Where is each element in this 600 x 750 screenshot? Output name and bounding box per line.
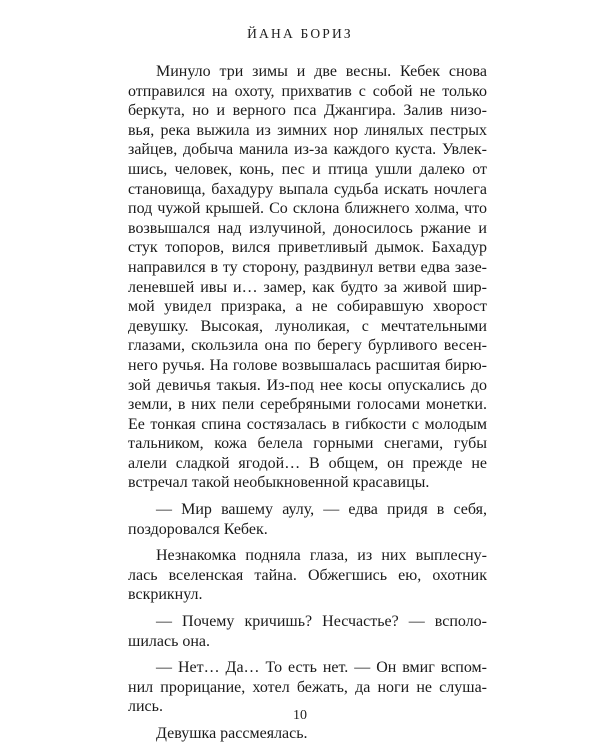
text-line: девушку. Высокая, луноликая, с мечтательными xyxy=(128,317,487,335)
text-line: вья, река выжила из зимних нор линялых пестрых xyxy=(128,121,487,139)
paragraph xyxy=(128,500,487,539)
text-line: лись. xyxy=(128,698,163,716)
text-line: вскрикнул. xyxy=(128,586,203,604)
paragraph xyxy=(128,724,487,744)
text-line: зайцев, добыча манила из-за каждого куста. Увлек- xyxy=(128,141,487,159)
text-block xyxy=(128,62,487,744)
paragraph xyxy=(128,612,487,651)
text-line: — Мир вашему аулу, — едва придя в себя, xyxy=(156,501,487,519)
text-line: нил прорицание, хотел бежать, да ноги не слуша- xyxy=(128,678,487,696)
text-line: — Нет… Да… То есть нет. — Он вмиг вспом- xyxy=(156,659,487,677)
text-line: Девушка рассмеялась. xyxy=(156,725,308,742)
text-line: беркута, но и верного пса Джангира. Залив низо- xyxy=(128,102,487,120)
text-line: Минуло три зимы и две весны. Кебек снова xyxy=(156,63,487,80)
text-line: него ручья. На голове возвышалась расшитая бирю- xyxy=(128,356,487,374)
text-line: шись, человек, конь, пес и птица ушли далеко от xyxy=(128,160,487,178)
paragraph xyxy=(128,546,487,605)
text-line: Незнакомка подняла глаза, из них выплесну- xyxy=(156,547,487,565)
text-line: направился в ту сторону, раздвинул ветви едва зазе- xyxy=(128,258,487,276)
text-line: возвышался над излучиной, доносилось ржание и xyxy=(128,219,487,237)
text-line: глазами, скользила она по берегу бурливого весен- xyxy=(128,337,487,355)
text-line: поздоровался Кебек. xyxy=(128,520,268,538)
page-number: 10 xyxy=(293,708,307,723)
text-line: Ее тонкая спина состязалась в гибкости с молодым xyxy=(128,415,487,433)
text-line: мой увидел призрака, а не собиравшую хворост xyxy=(128,298,487,316)
text-line: шилась она. xyxy=(128,632,211,650)
text-line: стук топоров, вился приветливый дымок. Бахадур xyxy=(128,239,487,257)
paragraph xyxy=(128,62,487,493)
text-line: лась вселенская тайна. Обжегшись ею, охотник xyxy=(128,566,487,584)
text-line: алели сладкой ягодой… В общем, он прежде не xyxy=(128,454,487,472)
text-line: тальником, кожа белела горными снегами, губы xyxy=(128,435,487,453)
text-line: становища, бахадуру выпала судьба искать ночлега xyxy=(128,180,487,198)
text-line: под чужой крышей. Со склона ближнего холма, что xyxy=(128,200,487,218)
text-line: встречал такой необыкновенной красавицы. xyxy=(128,474,430,492)
text-line: леневшей ивы и… замер, как будто за живой шир- xyxy=(128,278,487,296)
text-line: земли, в них пели серебряными голосами монетки. xyxy=(128,396,487,414)
running-head: ЙАНА БОРИЗ xyxy=(247,26,353,41)
text-line: отправился на охоту, прихватив с собой не только xyxy=(128,82,487,100)
text-line: зой девичья такыя. Из-под нее косы опускались до xyxy=(128,376,487,394)
text-line: — Почему кричишь? Несчастье? — всполо- xyxy=(156,613,487,631)
